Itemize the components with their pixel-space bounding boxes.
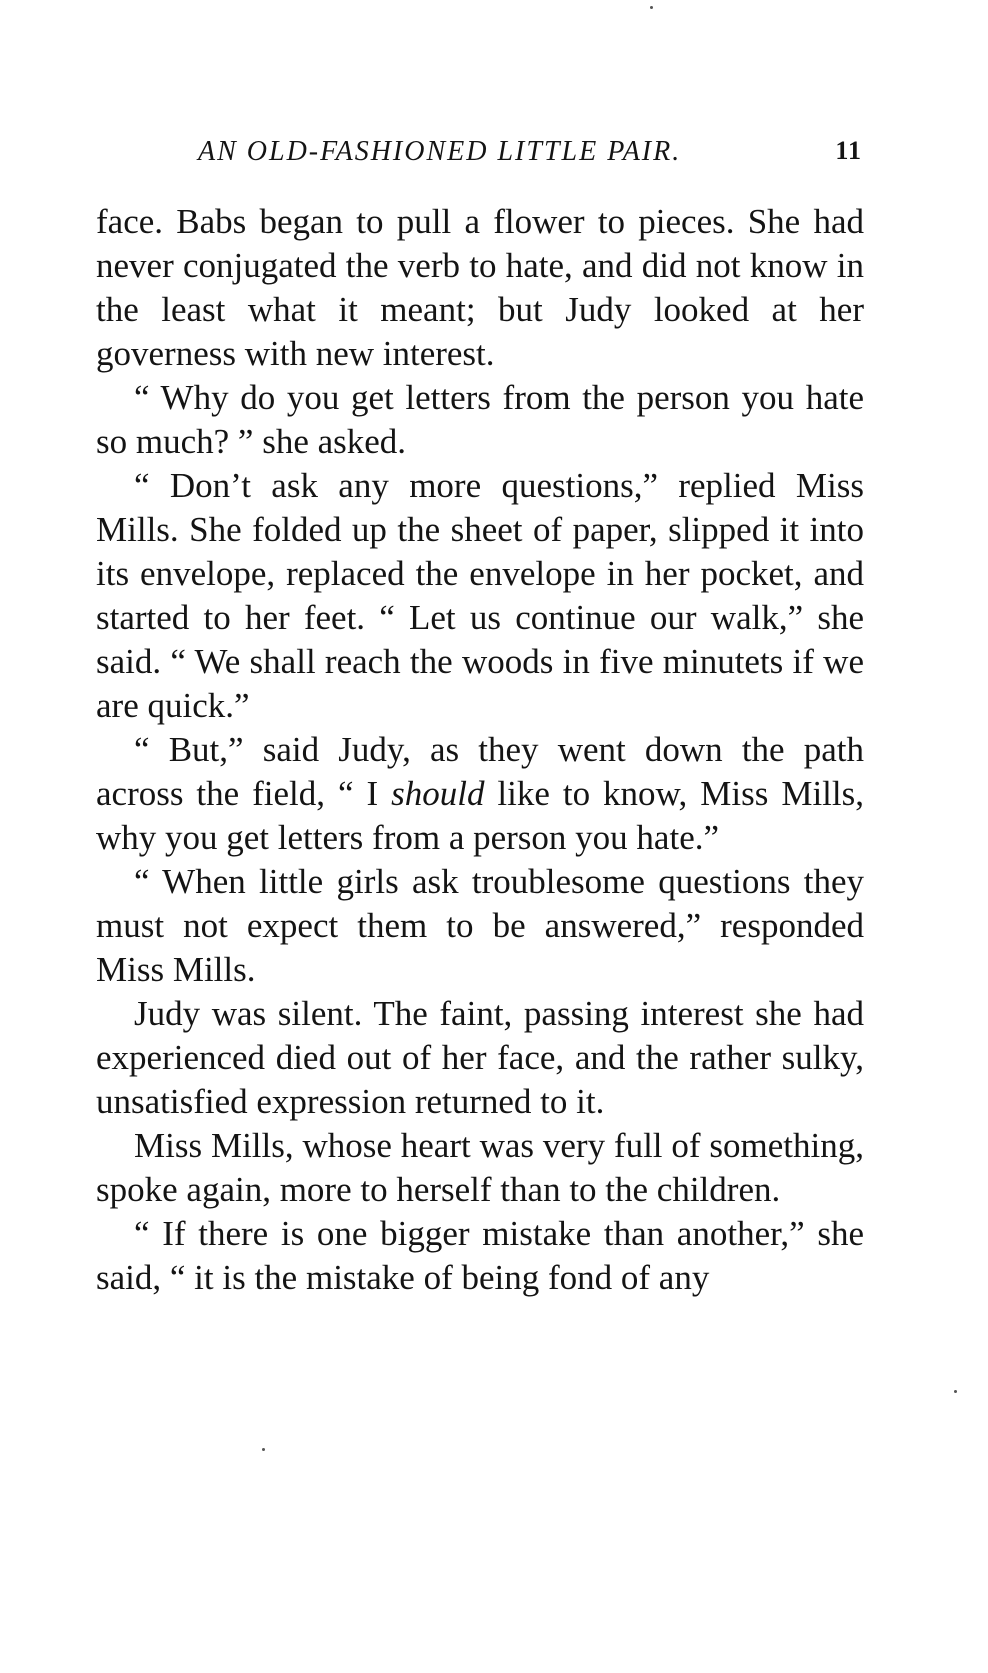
scan-speck [954, 1390, 957, 1393]
paragraph-2: “ Why do you get letters from the person you hate so much? ” she asked. [96, 378, 864, 461]
paragraph-8: “ If there is one bigger mistake than another,” she said, “ it is the mistake of being fond of any [96, 1214, 864, 1297]
paragraph-1: face. Babs began to pull a flower to pieces. She had never conjugated the verb to hate, and did not know in the least what it meant; but Judy looked at her governess with new interest. [96, 202, 864, 373]
paragraph-3: “ Don’t ask any more questions,” replied Miss Mills. She folded up the sheet of paper, slipped it into its envelope, replaced the envelope in her pocket, and started to her feet. “ Let us continue our walk,” she said. “ We shall reach the woods in five minutets if we are quick.” [96, 466, 864, 725]
paragraph-4 [96, 728, 864, 860]
running-title: AN OLD-FASHIONED LITTLE PAIR. [198, 136, 682, 167]
paragraph-6: Judy was silent. The faint, passing interest she had experienced died out of her face, and the rather sulky, unsatisfied expression returned to it. [96, 994, 864, 1121]
scan-speck [262, 1448, 265, 1451]
emphasized-word: should [391, 774, 485, 813]
paragraph-4-text-before: “ But,” said Judy, as they went down the path across the field, “ I [96, 730, 864, 813]
paragraph-4-text-after: like to know, Miss Mills, why you get letters from a person you hate.” [96, 774, 864, 857]
running-header [198, 136, 862, 176]
paragraph-7: Miss Mills, whose heart was very full of something, spoke again, more to herself than to the children. [96, 1126, 864, 1209]
page-number: 11 [835, 136, 862, 165]
scan-speck [650, 6, 653, 9]
paragraph-5: “ When little girls ask troublesome questions they must not expect them to be answered,” responded Miss Mills. [96, 862, 864, 989]
body-text [96, 200, 864, 1300]
